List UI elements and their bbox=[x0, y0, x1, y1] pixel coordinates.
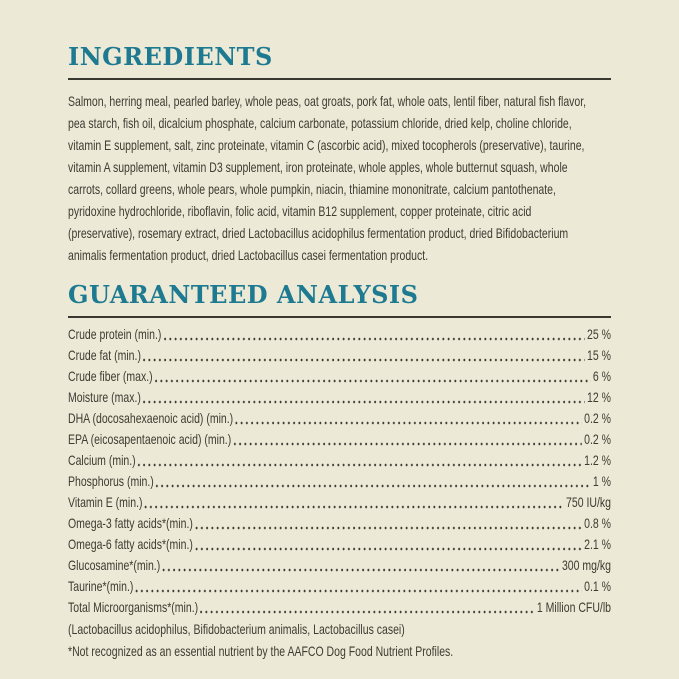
analysis-row bbox=[68, 366, 611, 387]
ingredients-line: carrots, collard greens, whole pears, whole pumpkin, niacin, thiamine mononitrate, calcium pantothenate, bbox=[68, 181, 556, 197]
analysis-row bbox=[68, 576, 611, 597]
analysis-value: 0.2 % bbox=[584, 410, 611, 426]
analysis-row bbox=[68, 324, 611, 345]
ingredients-title: INGREDIENTS bbox=[68, 42, 273, 71]
ingredients-divider bbox=[68, 78, 611, 80]
ingredients-paragraph bbox=[68, 90, 611, 266]
ingredients-line: vitamin E supplement, salt, zinc proteinate, vitamin C (ascorbic acid), mixed tocopherols (preservative), taurine, bbox=[68, 137, 585, 153]
dot-leader bbox=[156, 484, 591, 488]
dot-leader bbox=[195, 526, 582, 530]
dot-leader bbox=[233, 442, 581, 446]
dot-leader bbox=[164, 337, 585, 341]
analysis-value: 0.1 % bbox=[584, 578, 611, 594]
dot-leader bbox=[143, 358, 585, 362]
analysis-row bbox=[68, 450, 611, 471]
label-page bbox=[68, 44, 611, 662]
analysis-row bbox=[68, 555, 611, 576]
analysis-value: 1 Million CFU/lb bbox=[536, 599, 611, 615]
guaranteed-analysis-divider bbox=[68, 316, 611, 318]
aafco-footnote: *Not recognized as an essential nutrient by the AAFCO Dog Food Nutrient Profiles. bbox=[68, 643, 454, 659]
analysis-label: Moisture (max.) bbox=[68, 389, 141, 405]
analysis-label: Phosphorus (min.) bbox=[68, 473, 154, 489]
analysis-value: 750 IU/kg bbox=[566, 494, 611, 510]
analysis-row bbox=[68, 597, 611, 618]
ingredients-line: (preservative), rosemary extract, dried Lactobacillus acidophilus fermentation product, dried Bifidobacterium bbox=[68, 225, 569, 241]
analysis-value: 12 % bbox=[587, 389, 611, 405]
analysis-row bbox=[68, 345, 611, 366]
analysis-label: Omega-6 fatty acids*(min.) bbox=[68, 536, 193, 552]
dot-leader bbox=[195, 547, 582, 551]
analysis-label: Vitamin E (min.) bbox=[68, 494, 143, 510]
guaranteed-analysis-title: GUARANTEED ANALYSIS bbox=[68, 280, 419, 309]
analysis-value: 1 % bbox=[592, 473, 611, 489]
ingredients-line: animalis fermentation product, dried Lactobacillus casei fermentation product. bbox=[68, 247, 429, 263]
analysis-label: Omega-3 fatty acids*(min.) bbox=[68, 515, 193, 531]
analysis-value: 0.8 % bbox=[584, 515, 611, 531]
analysis-label: EPA (eicosapentaenoic acid) (min.) bbox=[68, 431, 232, 447]
analysis-row bbox=[68, 513, 611, 534]
analysis-value: 6 % bbox=[592, 368, 611, 384]
analysis-row bbox=[68, 429, 611, 450]
microorganisms-detail: (Lactobacillus acidophilus, Bifidobacterium animalis, Lactobacillus casei) bbox=[68, 621, 405, 637]
dot-leader bbox=[145, 505, 564, 509]
analysis-value: 1.2 % bbox=[584, 452, 611, 468]
ingredients-line: pea starch, fish oil, dicalcium phosphate, calcium carbonate, potassium chloride, dried kelp, choline chloride, bbox=[68, 115, 572, 131]
analysis-label: Glucosamine*(min.) bbox=[68, 557, 161, 573]
dot-leader bbox=[155, 379, 591, 383]
dot-leader bbox=[138, 463, 582, 467]
analysis-label: Total Microorganisms*(min.) bbox=[68, 599, 199, 615]
analysis-label: Crude protein (min.) bbox=[68, 326, 162, 342]
analysis-row bbox=[68, 471, 611, 492]
analysis-label: DHA (docosahexaenoic acid) (min.) bbox=[68, 410, 234, 426]
analysis-label: Calcium (min.) bbox=[68, 452, 136, 468]
analysis-row bbox=[68, 408, 611, 429]
analysis-value: 2.1 % bbox=[584, 536, 611, 552]
analysis-value: 15 % bbox=[587, 347, 611, 363]
analysis-label: Crude fat (min.) bbox=[68, 347, 141, 363]
analysis-label: Taurine*(min.) bbox=[68, 578, 134, 594]
dot-leader bbox=[162, 568, 559, 572]
ingredients-line: pyridoxine hydrochloride, riboflavin, folic acid, vitamin B12 supplement, copper proteinate, citric acid bbox=[68, 203, 532, 219]
dot-leader bbox=[136, 589, 582, 593]
analysis-value: 25 % bbox=[587, 326, 611, 342]
analysis-row bbox=[68, 387, 611, 408]
ingredients-line: Salmon, herring meal, pearled barley, whole peas, oat groats, pork fat, whole oats, lentil fiber, natural fish flavor, bbox=[68, 93, 587, 109]
analysis-value: 0.2 % bbox=[584, 431, 611, 447]
ingredients-line: vitamin A supplement, vitamin D3 supplement, iron proteinate, whole apples, whole butternut squash, whole bbox=[68, 159, 568, 175]
dot-leader bbox=[143, 400, 585, 404]
analysis-row bbox=[68, 534, 611, 555]
analysis-row bbox=[68, 492, 611, 513]
ingredients-section bbox=[68, 44, 611, 266]
dot-leader bbox=[235, 421, 581, 425]
guaranteed-analysis-section bbox=[68, 282, 611, 662]
analysis-value: 300 mg/kg bbox=[561, 557, 611, 573]
analysis-table bbox=[68, 324, 611, 662]
dot-leader bbox=[200, 610, 534, 614]
analysis-label: Crude fiber (max.) bbox=[68, 368, 153, 384]
